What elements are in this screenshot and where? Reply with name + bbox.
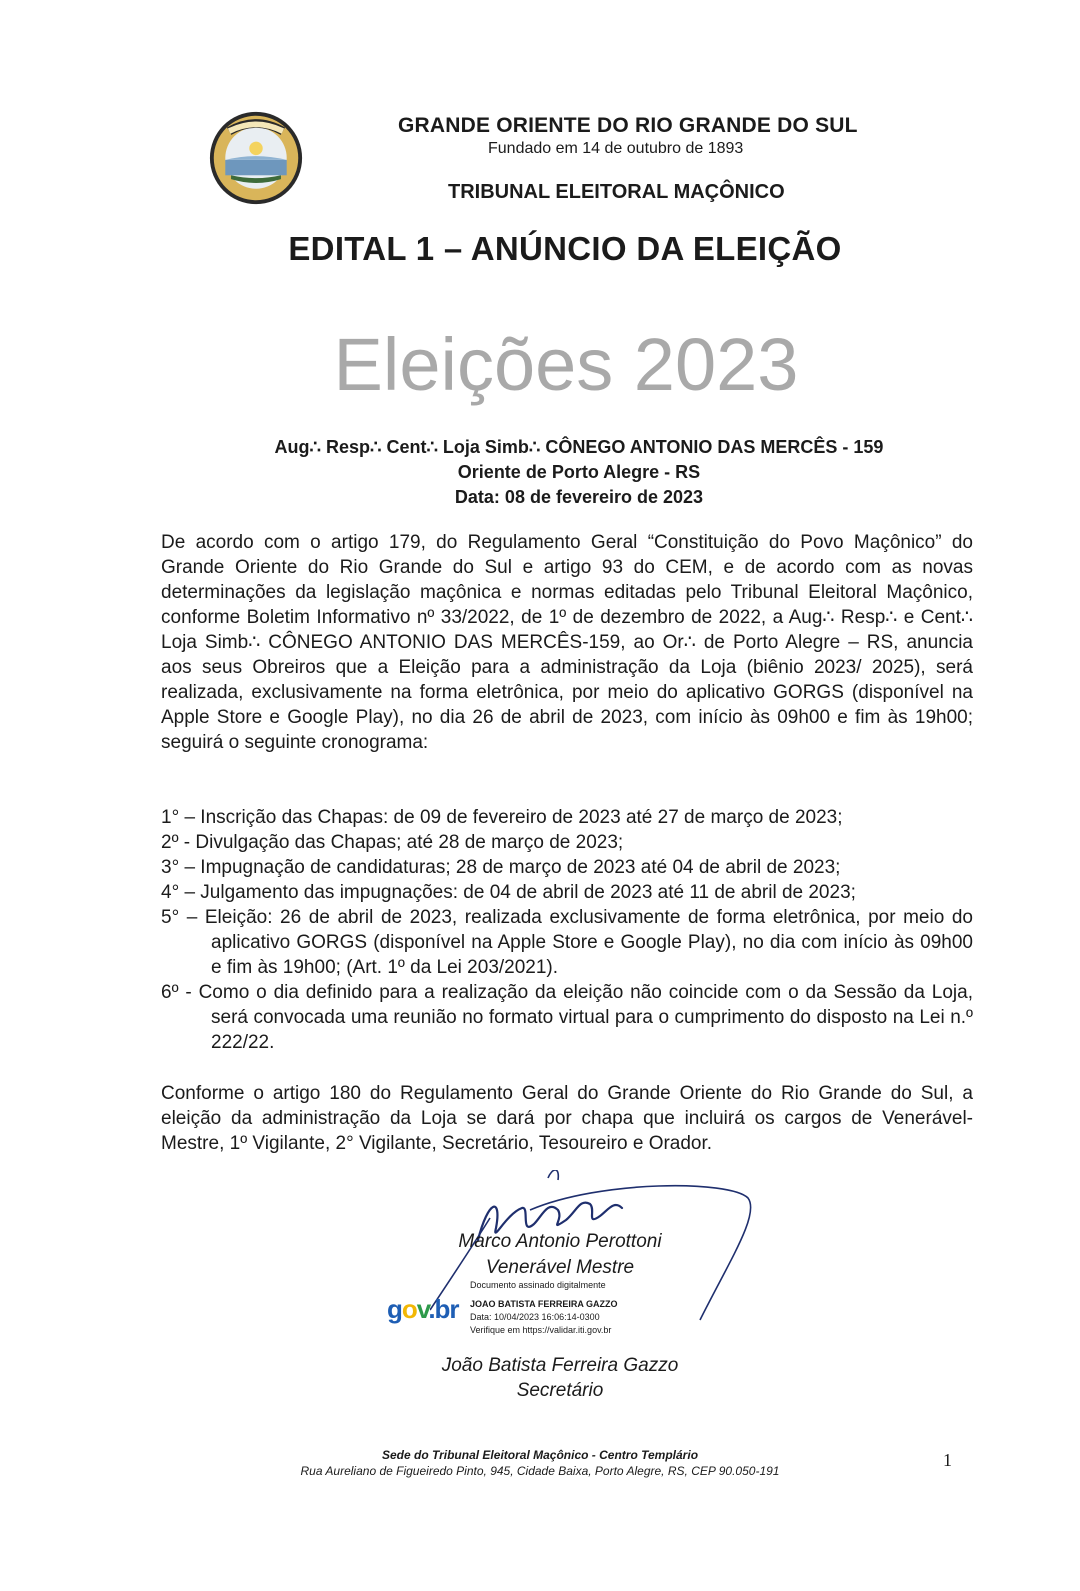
edital-title: EDITAL 1 – ANÚNCIO DA ELEIÇÃO: [288, 230, 842, 267]
master-role: Venerável Mestre: [485, 1257, 635, 1278]
elections-title: Eleições 2023: [333, 323, 799, 406]
verify-link: Verifique em https://validar.iti.gov.br: [470, 1325, 612, 1335]
lodge-block: [0, 435, 1080, 510]
lodge-date: Data: 08 de fevereiro de 2023: [454, 487, 704, 507]
founded-date: Fundado em 14 de outubro de 1893: [488, 140, 744, 157]
schedule-item: 5° – Eleição: 26 de abril de 2023, realizada exclusivamente de forma eletrônica, por meio do aplicativo GORGS (disponível na Apple Store e Google Play), no dia com início às 09h00 e fim às 19h00; (Art. 1º da Lei 203/2021).: [161, 907, 973, 978]
masonic-seal-icon: [208, 110, 304, 206]
schedule-item: 4° – Julgamento das impugnações: de 04 de abril de 2023 até 11 de abril de 2023;: [161, 882, 856, 903]
paragraph-intro: De acordo com o artigo 179, do Regulamento Geral “Constituição do Povo Maçônico” do Grande Oriente do Rio Grande do Sul e artigo 93 do CEM, e de acordo com as novas determinações da legislação maçônica e normas editadas pelo Tribunal Eleitoral Maçônico, conforme Boletim Informativo nº 33/2022, de 1º de dezembro de 2022, a Aug∴ Resp∴ e Cent∴ Loja Simb∴ CÔNEGO ANTONIO DAS MERCÊS-159, ao Or∴ de Porto Alegre – RS, anuncia aos seus Obreiros que a Eleição para a administração da Loja (biênio 2023/ 2025), será realizada, exclusivamente na forma eletrônica, por meio do aplicativo GORGS (disponível na Apple Store e Google Play), no dia 26 de abril de 2023, com início às 09h00 e fim às 19h00; seguirá o seguinte cronograma:: [161, 532, 973, 753]
govbr-logo: gov.br: [387, 1294, 459, 1324]
footer-headquarters: Sede do Tribunal Eleitoral Maçônico - Centro Templário: [381, 1448, 699, 1462]
schedule-item: 3° – Impugnação de candidaturas; 28 de março de 2023 até 04 de abril de 2023;: [161, 857, 841, 878]
page-number: 1: [943, 1450, 952, 1470]
org-name: GRANDE ORIENTE DO RIO GRANDE DO SUL: [398, 114, 858, 137]
secretary-role: Secretário: [516, 1380, 604, 1401]
tribunal-name: TRIBUNAL ELEITORAL MAÇÔNICO: [448, 181, 785, 203]
schedule-item: 6º - Como o dia definido para a realização da eleição não coincide com o da Sessão da Loja, será convocada uma reunião no formato virtual para o cumprimento do disposto na Lei n.º 222/22.: [161, 982, 973, 1053]
digital-signature-info: [470, 1298, 618, 1337]
schedule-list: [161, 805, 973, 1055]
footer-address: Rua Aureliano de Figueiredo Pinto, 945, Cidade Baixa, Porto Alegre, RS, CEP 90.050-191: [300, 1464, 780, 1478]
digital-signature-label: Documento assinado digitalmente: [470, 1280, 606, 1290]
paragraph-conclusion: Conforme o artigo 180 do Regulamento Geral do Grande Oriente do Rio Grande do Sul, a eleição da administração da Loja se dará por chapa que incluirá os cargos de Venerável-Mestre, 1º Vigilante, 2° Vigilante, Secretário, Tesoureiro e Orador.: [161, 1083, 973, 1154]
lodge-name: Aug∴ Resp∴ Cent∴ Loja Simb∴ CÔNEGO ANTONIO DAS MERCÊS - 159: [274, 437, 884, 457]
footer: [0, 1447, 1080, 1479]
schedule-item: 1° – Inscrição das Chapas: de 09 de fevereiro de 2023 até 27 de março de 2023;: [161, 807, 843, 828]
schedule-item: 2º - Divulgação das Chapas; até 28 de março de 2023;: [161, 832, 624, 853]
signer-name: JOAO BATISTA FERREIRA GAZZO: [470, 1299, 618, 1309]
secretary-name: João Batista Ferreira Gazzo: [441, 1355, 679, 1376]
lodge-orient: Oriente de Porto Alegre - RS: [457, 462, 701, 482]
sign-date: Data: 10/04/2023 16:06:14-0300: [470, 1312, 600, 1322]
master-name: Marco Antonio Perottoni: [458, 1231, 662, 1252]
